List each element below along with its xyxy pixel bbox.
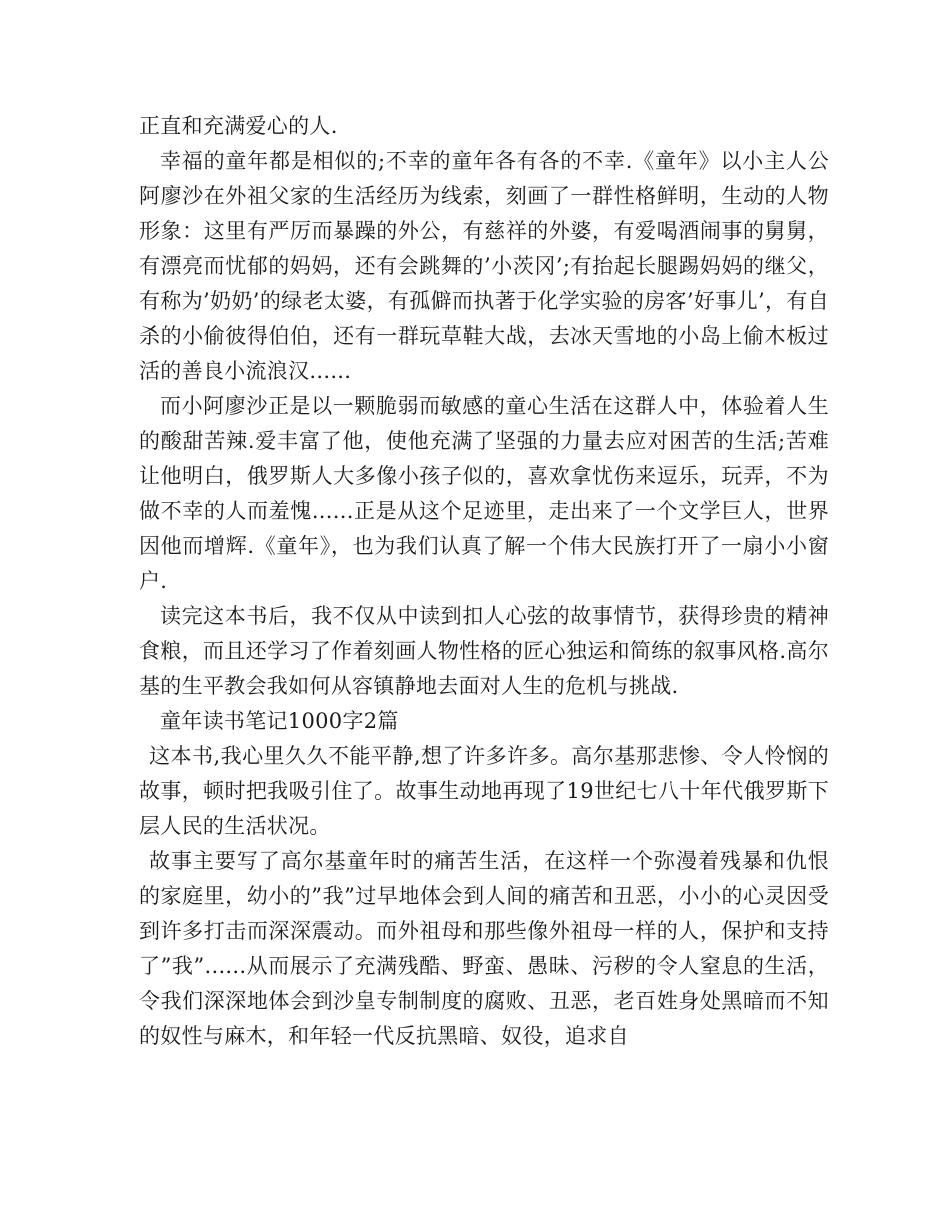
document-body [139,109,829,1054]
paragraph-book-impression: 这本书,我心里久久不能平静,想了许多许多。高尔基那悲惨、令人怜悯的故事，顿时把我吸引住了。故事生动地再现了19世纪七八十年代俄罗斯下层人民的生活状况。 [139,744,829,838]
paragraph-story-summary: 故事主要写了高尔基童年时的痛苦生活，在这样一个弥漫着残暴和仇恨的家庭里，幼小的”我”过早地体会到人间的痛苦和丑恶，小小的心灵因受到许多打击而深深震动。而外祖母和那些像外祖母一样的人，保护和支持了”我”......从而展示了充满残酷、野蛮、愚昧、污秽的令人窒息的生活，令我们深深地体会到沙皇专制制度的腐败、丑恶，老百姓身处黑暗而不知的奴性与麻木，和年轻一代反抗黑暗、奴役，追求自 [139,849,829,1048]
paragraph-happy-childhood: 幸福的童年都是相似的;不幸的童年各有各的不幸.《童年》以小主人公阿廖沙在外祖父家的生活经历为线索，刻画了一群性格鲜明，生动的人物形象：这里有严厉而暴躁的外公，有慈祥的外婆，有爱喝酒闹事的舅舅，有漂亮而忧郁的妈妈，还有会跳舞的’小茨冈’;有抬起长腿踢妈妈的继父，有称为’奶奶’的绿老太婆，有孤僻而执著于化学实验的房客’好事儿’，有自杀的小偷彼得伯伯，还有一群玩草鞋大战，去冰天雪地的小岛上偷木板过活的善良小流浪汉...... [139,149,829,383]
paragraph-after-reading: 读完这本书后，我不仅从中读到扣人心弦的故事情节，获得珍贵的精神食粮，而且还学习了作着刻画人物性格的匠心独运和简练的叙事风格.高尔基的生平教会我如何从容镇静地去面对人生的危机与挑战. [139,604,829,698]
section-heading: 童年读书笔记1000字2篇 [160,709,399,733]
paragraph-alyosha: 而小阿廖沙正是以一颗脆弱而敏感的童心生活在这群人中，体验着人生的酸甜苦辣.爱丰富了他，使他充满了坚强的力量去应对困苦的生活;苦难让他明白，俄罗斯人大多像小孩子似的，喜欢拿忧伤来逗乐，玩弄，不为做不幸的人而羞愧......正是从这个足迹里，走出来了一个文学巨人，世界因他而增辉.《童年》，也为我们认真了解一个伟大民族打开了一扇小小窗户. [139,394,829,593]
paragraph-continuation: 正直和充满爱心的人. [139,114,338,138]
